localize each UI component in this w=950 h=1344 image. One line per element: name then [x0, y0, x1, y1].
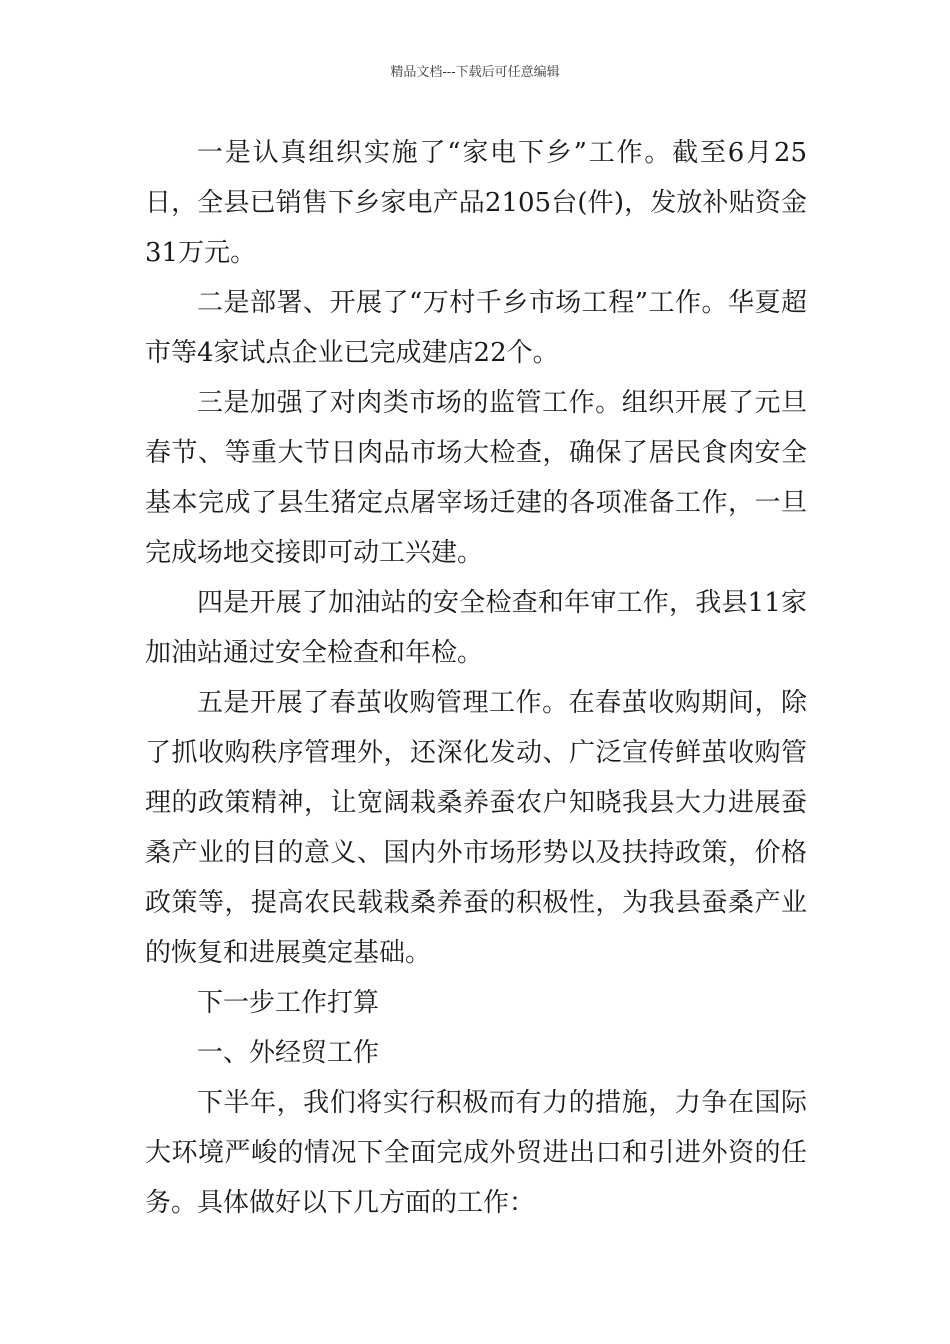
paragraph-market-project: 二是部署、开展了“万村千乡市场工程”工作。华夏超市等4家试点企业已完成建店22个。	[145, 288, 807, 368]
paragraph-second-half-plan: 下半年，我们将实行积极而有力的措施，力争在国际大环境严峻的情况下全面完成外贸进出口和引进外资的任务。具体做好以下几方面的工作：	[145, 1088, 807, 1218]
paragraph-home-appliances: 一是认真组织实施了“家电下乡”工作。截至6月25日，全县已销售下乡家电产品2105台(件)，发放补贴资金31万元。	[145, 138, 807, 268]
page-header: 精品文档---下载后可任意编辑	[390, 65, 560, 80]
document-body	[145, 128, 807, 1228]
paragraph-cocoon-purchase: 五是开展了春茧收购管理工作。在春茧收购期间，除了抓收购秩序管理外，还深化发动、广泛宣传鲜茧收购管理的政策精神，让宽阔栽桑养蚕农户知晓我县大力进展蚕桑产业的目的意义、国内外市场形势以及扶持政策，价格政策等，提高农民载栽桑养蚕的积极性，为我县蚕桑产业的恢复和进展奠定基础。	[145, 688, 807, 968]
paragraph-gas-station: 四是开展了加油站的安全检查和年审工作，我县11家加油站通过安全检查和年检。	[145, 588, 807, 668]
paragraph-meat-market: 三是加强了对肉类市场的监管工作。组织开展了元旦春节、等重大节日肉品市场大检查，确保了居民食肉安全基本完成了县生猪定点屠宰场迁建的各项准备工作，一旦完成场地交接即可动工兴建。	[145, 388, 807, 568]
subsection-heading-foreign-trade: 一、外经贸工作	[197, 1038, 380, 1068]
section-heading-next-steps: 下一步工作打算	[197, 988, 380, 1018]
